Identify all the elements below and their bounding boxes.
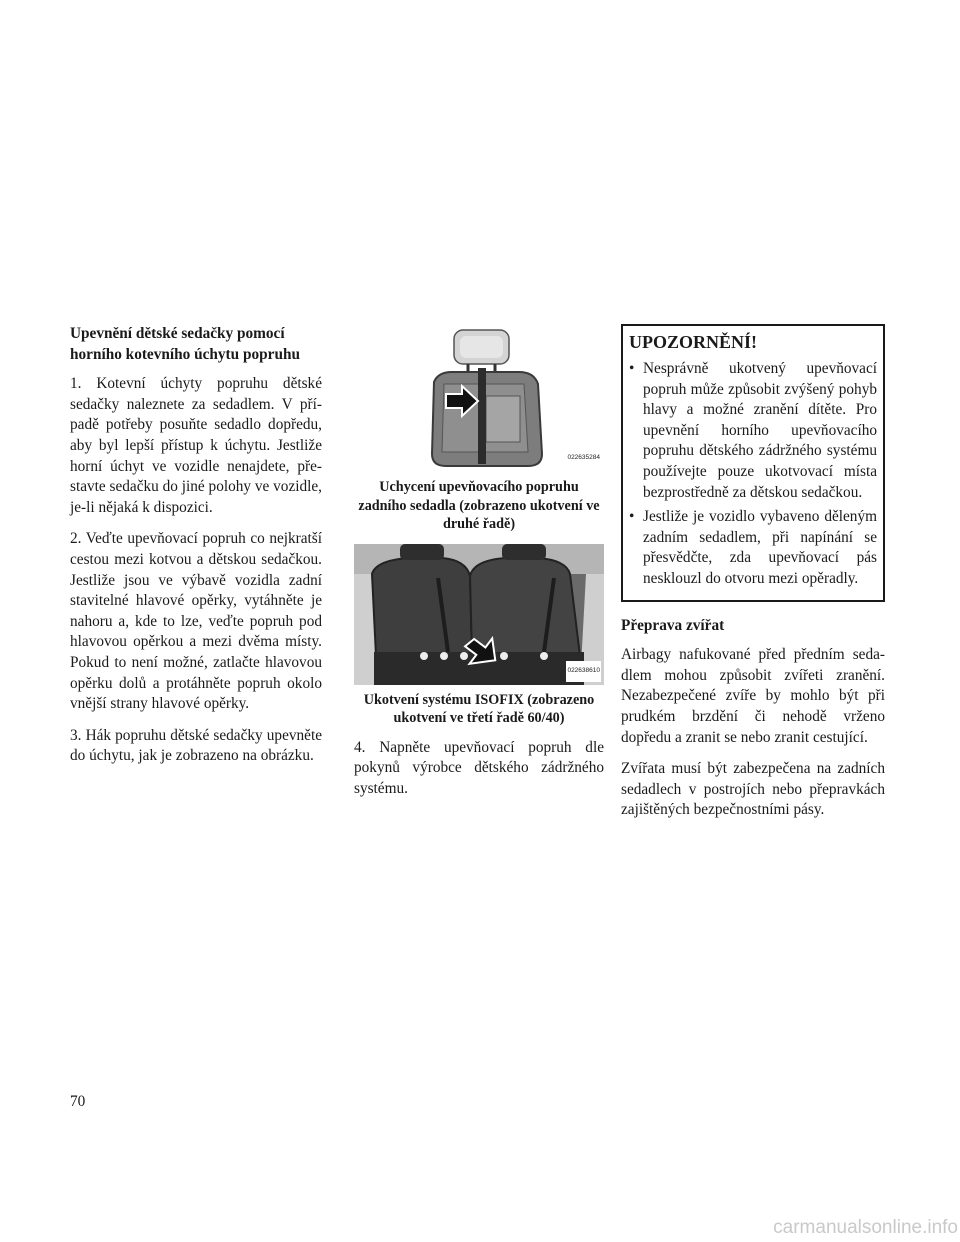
figure-code: 022635284: [566, 448, 601, 469]
section-heading-tether: Upevnění dětské sedačky pomocí horního kotevního úchytu popruhu: [70, 325, 300, 363]
warning-item: [629, 507, 877, 589]
figure-code: 022638610: [566, 661, 601, 682]
figure-caption-isofix: Ukotvení systému ISOFIX (zobrazeno ukotvení ve třetí řadě 60/40): [363, 691, 595, 726]
warning-item-text: Jestliže je vozidlo vybaveno děleným zadním sedadlem, při napínání se přesvědčte, zda upevňovací pás nesklouzl do otvoru mezi opěradly.: [643, 508, 877, 587]
warning-item-text: Nesprávně ukotvený upevňovací popruh může způsobit zvýšený pohyb hlavy a možné zranění dítěte. Pro upevnění horního upevňovacího popruhu dětského zádržného systému používejte pouze ukotvovací místa bezprostředně za dětskou sedačkou.: [643, 360, 877, 501]
step-4-paragraph: 4. Napněte upevňovací popruh dle pokynů výrobce dětského zádržného systému.: [354, 738, 604, 797]
figure-tether-anchor: [424, 324, 604, 472]
watermark: carmanualsonline.info: [773, 1217, 958, 1238]
figure-isofix-anchor: [354, 544, 604, 685]
right-column: [621, 324, 885, 832]
step-3-paragraph: 3. Hák popruhu dětské sedačky upevněte do úchytu, jak je zobrazeno na obrázku.: [70, 726, 322, 765]
warning-item: [629, 359, 877, 503]
step-2-paragraph: 2. Veďte upevňovací popruh co nejkratší cestou mezi kotvou a dětskou sedačkou. Jestliže jsou ve výbavě vozidla zadní stavitelné hlavové opěrky, vytáhněte je nahoru a, kde to lze, veďte popruh pod hlavovou opěrkou a mezi dvěma místy. Pokud to není možné, zatlačte hlavovou opěrku dolů a protáhněte popruh okolo vnější strany hlavové opěrky.: [70, 530, 322, 713]
page-number: 70: [70, 1093, 86, 1110]
bullet-icon: •: [629, 360, 635, 377]
figure-caption-tether: Uchycení upevňovacího popruhu zadního sedadla (zobrazeno ukotvení ve druhé řadě): [358, 479, 600, 532]
left-column: [70, 324, 322, 778]
section-heading-animals: Přeprava zvířat: [621, 616, 725, 634]
animals-paragraph-2: Zvířata musí být zabezpečena na zadních sedadlech v postrojích nebo přepravkách zajištěných bezpečnostními pásy.: [621, 760, 885, 819]
bullet-icon: •: [629, 508, 635, 526]
middle-column: [354, 324, 604, 810]
warning-box: [621, 324, 885, 602]
warning-list: [629, 359, 877, 590]
animals-paragraph-1: Airbagy nafukované před předním sedadlem mohou způsobit zvířeti zranění. Nezabezpečené zvíře by mohlo být při prudkém brzdění či nehodě vrženo dopředu a zranit se nebo zranit cestující.: [621, 646, 885, 746]
warning-title: UPOZORNĚNÍ!: [629, 332, 758, 352]
step-1-paragraph: 1. Kotevní úchyty popruhu dětské sedačky naleznete za sedadlem. V případě potřeby posuňte sedadlo dopředu, aby byl lepší přístup k úchytu. Jestliže horní úchyt ve vozidle nenajdete, přestavte sedačku do jiné polohy ve vozidle, je-li nějaká k dispozici.: [70, 375, 322, 516]
